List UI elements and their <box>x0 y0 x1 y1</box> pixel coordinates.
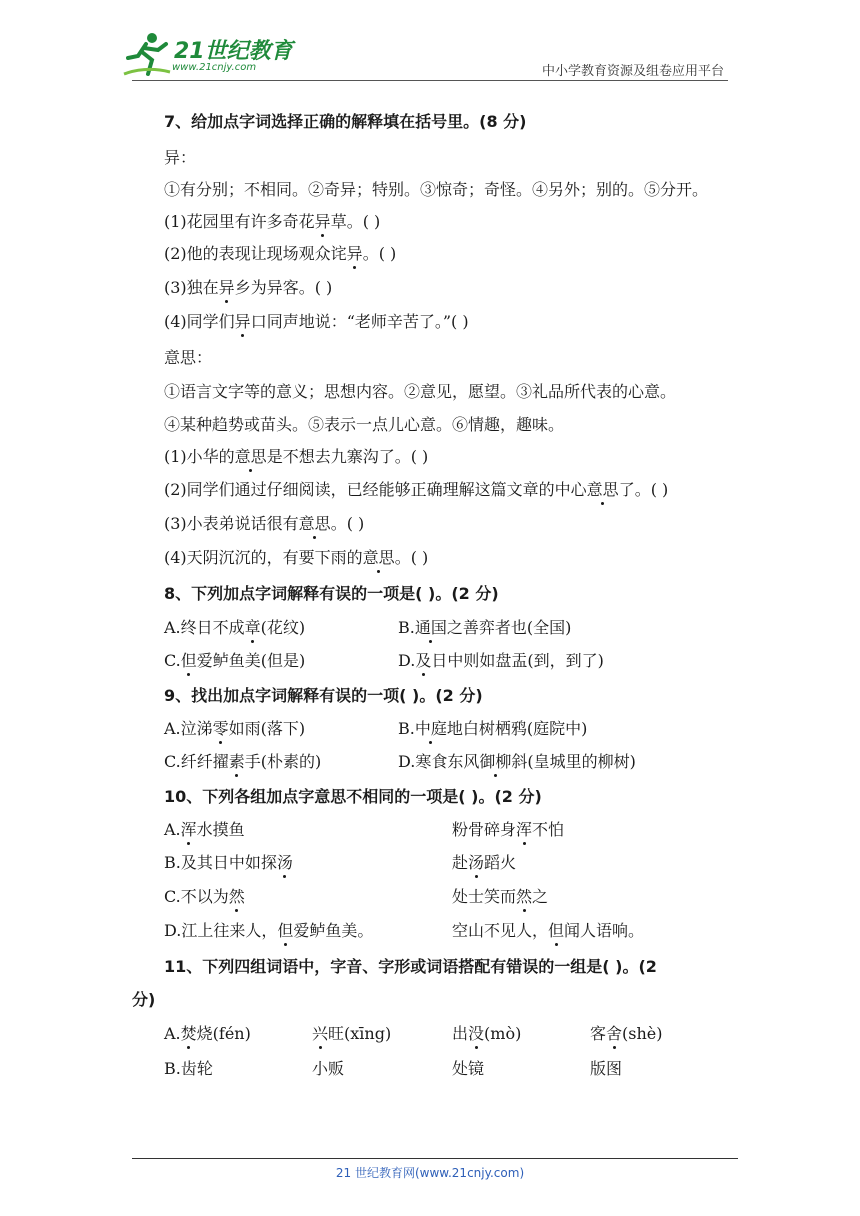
site-logo <box>122 30 292 82</box>
dotted-char: 中庭 <box>414 719 447 738</box>
q7-ys-label: 意思： <box>164 348 213 367</box>
q8-row-2 <box>164 651 604 671</box>
text-fragment: 爱鲈鱼美。 <box>293 921 374 940</box>
text-fragment: (2)他的表现让现场观众诧 <box>164 244 347 263</box>
dotted-char: 章 <box>244 618 261 637</box>
text-fragment: 乡为异客。( ) <box>234 278 333 297</box>
q8-title: 8、下列加点字词解释有误的一项是( )。(2 分) <box>164 584 499 603</box>
dotted-char: 没 <box>468 1024 485 1043</box>
text-fragment <box>452 921 644 941</box>
dotted-char: 异 <box>346 244 363 263</box>
q7-ys-item-4 <box>164 548 428 568</box>
text-fragment: (3)小表弟说话很有 <box>164 514 299 533</box>
dotted-char: 但 <box>180 651 197 670</box>
q7-yi-definitions: ①有分别；不相同。②奇异；特别。③惊奇；奇怪。④另外；别的。⑤分开。 <box>164 180 709 199</box>
text-fragment: A. <box>164 1024 181 1043</box>
text-fragment: 。( ) <box>330 514 365 533</box>
text-fragment: 空山不见人， <box>452 921 549 940</box>
page-footer: 21 世纪教育网(www.21cnjy.com) <box>335 1166 525 1180</box>
text-fragment <box>452 1024 521 1044</box>
q10-row-b <box>164 853 517 873</box>
dotted-char: 素 <box>228 752 245 771</box>
text-fragment: A. <box>164 820 181 839</box>
text-fragment: 之 <box>532 887 549 906</box>
dotted-char: 焚 <box>180 1024 197 1043</box>
text-fragment: 处士笑而 <box>452 887 517 906</box>
footer-divider <box>132 1158 738 1159</box>
header-divider <box>132 80 728 81</box>
q9-option-b <box>398 719 587 739</box>
text-fragment: 。( ) <box>394 548 429 567</box>
text-fragment: (4)天阴沉沉的，有要下雨的 <box>164 548 363 567</box>
text-fragment <box>312 1024 391 1044</box>
text-fragment <box>590 1024 663 1044</box>
dotted-char: 异 <box>314 212 331 231</box>
dotted-char: 然 <box>228 887 245 906</box>
text-fragment: (1)花园里有许多奇花 <box>164 212 315 231</box>
q7-yi-label: 异： <box>164 148 197 167</box>
q11-title-line-2: 分) <box>132 990 156 1009</box>
text-fragment: 出 <box>452 1024 469 1043</box>
q7-yi-item-2 <box>164 244 396 264</box>
text-fragment: (mò) <box>484 1024 522 1043</box>
text-fragment: (4)同学们 <box>164 312 235 331</box>
q10-title: 10、下列各组加点字意思不相同的一项是( )。(2 分) <box>164 787 542 806</box>
text-fragment: A.泣涕 <box>164 719 213 738</box>
q9-option-a <box>164 719 305 738</box>
text-fragment: (1)小华的 <box>164 447 235 466</box>
dotted-char: 御柳 <box>479 752 512 771</box>
text-fragment: 闻人语响。 <box>564 921 645 940</box>
q9-option-c <box>164 752 321 771</box>
text-fragment: 旺(xīng) <box>328 1024 392 1043</box>
q10-row-d <box>164 921 645 941</box>
text-fragment: 赴 <box>452 853 469 872</box>
text-fragment: 小贩 <box>312 1059 345 1078</box>
text-fragment: 草。( ) <box>330 212 381 231</box>
q8-option-c <box>164 651 305 670</box>
text-fragment: 。( ) <box>362 244 397 263</box>
text-fragment <box>164 853 293 872</box>
q7-yi-item-4 <box>164 312 469 332</box>
text-fragment: B.齿轮 <box>164 1059 213 1078</box>
text-fragment: 如雨(落下) <box>228 719 306 738</box>
text-fragment: 烧(fén) <box>196 1024 251 1043</box>
dotted-char: 异 <box>218 278 235 297</box>
q7-ys-item-3 <box>164 514 364 534</box>
text-fragment: 爱鲈鱼美(但是) <box>196 651 306 670</box>
platform-name: 中小学教育资源及组卷应用平台 <box>541 64 724 79</box>
q10-row-c <box>164 887 549 907</box>
text-fragment: 客 <box>590 1024 607 1043</box>
q7-title: 7、给加点字词选择正确的解释填在括号里。(8 分) <box>164 112 527 131</box>
q8-option-b <box>398 618 571 638</box>
text-fragment: 是不想去九寨沟了。( ) <box>266 447 429 466</box>
text-fragment: 之善弈者也(全国) <box>446 618 572 637</box>
q11-row-b <box>164 1059 623 1079</box>
q11-row-a <box>164 1024 663 1044</box>
text-fragment: (2)同学们通过仔细阅读，已经能够正确理解这篇文章的中心 <box>164 480 587 499</box>
text-fragment <box>164 887 245 906</box>
q7-ys-definitions-2: ④某种趋势或苗头。⑤表示一点儿心意。⑥情趣，趣味。 <box>164 415 565 434</box>
dotted-char: 但 <box>548 921 565 940</box>
text-fragment: 斜(皇城里的柳树) <box>511 752 636 771</box>
text-fragment: 粉骨碎身 <box>452 820 517 839</box>
text-fragment: (3)独在 <box>164 278 219 297</box>
dotted-char: 及 <box>415 651 432 670</box>
dotted-char: 浑 <box>516 820 533 839</box>
text-fragment: D.江上往来人， <box>164 921 278 940</box>
dotted-char: 意思 <box>362 548 395 567</box>
dotted-char: 但 <box>277 921 294 940</box>
dotted-char: 汤 <box>468 853 485 872</box>
dotted-char: 通国 <box>414 618 447 637</box>
text-fragment: 日中则如盘盂(到，到了) <box>431 651 604 670</box>
q9-title: 9、找出加点字词解释有误的一项( )。(2 分) <box>164 686 483 705</box>
dotted-char: 舍 <box>606 1024 623 1043</box>
text-fragment: 版图 <box>590 1059 623 1078</box>
q9-option-d <box>398 752 636 772</box>
q8-option-a <box>164 618 305 637</box>
logo-url: www.21cnjy.com <box>172 62 257 73</box>
q8-option-d <box>398 651 604 671</box>
q9-row-2 <box>164 752 636 772</box>
text-fragment: D. <box>398 651 416 670</box>
text-fragment: C. <box>164 651 181 670</box>
text-fragment: C.不以为 <box>164 887 229 906</box>
q10-row-a <box>164 820 565 840</box>
text-fragment: C.纤纤擢 <box>164 752 229 771</box>
dotted-char: 兴 <box>312 1024 329 1043</box>
text-fragment <box>164 820 245 839</box>
runner-logo-icon <box>122 30 172 78</box>
text-fragment: 不怕 <box>532 820 565 839</box>
text-fragment: 水摸鱼 <box>196 820 245 839</box>
text-fragment: B. <box>398 618 415 637</box>
dotted-char: 意思 <box>234 447 267 466</box>
q9-row-1 <box>164 719 588 739</box>
text-fragment: 手(朴素的) <box>244 752 322 771</box>
text-fragment: 地白树栖鸦(庭院中) <box>446 719 588 738</box>
text-fragment <box>452 853 516 873</box>
q8-row-1 <box>164 618 572 638</box>
q7-ys-definitions-1: ①语言文字等的意义；思想内容。②意见，愿望。③礼品所代表的心意。 <box>164 382 677 401</box>
text-fragment: A.终日不成 <box>164 618 245 637</box>
q7-ys-item-1 <box>164 447 428 467</box>
text-fragment: B.及其日中如探 <box>164 853 277 872</box>
text-fragment: B. <box>398 719 415 738</box>
text-fragment: 了。( ) <box>618 480 669 499</box>
page-header <box>0 0 860 90</box>
text-fragment: 蹈火 <box>484 853 517 872</box>
dotted-char: 异 <box>234 312 251 331</box>
dotted-char: 零 <box>212 719 229 738</box>
text-fragment: (花纹) <box>260 618 306 637</box>
text-fragment <box>164 1024 251 1043</box>
text-fragment: 口同声地说：“老师辛苦了。”( ) <box>250 312 469 331</box>
text-fragment: (shè) <box>622 1024 663 1043</box>
q7-yi-item-3 <box>164 278 332 298</box>
text-fragment: D.寒食东风 <box>398 752 480 771</box>
text-fragment <box>164 921 373 940</box>
q7-yi-item-1 <box>164 212 380 232</box>
dotted-char: 意思 <box>298 514 331 533</box>
logo-text: 21世纪教育 <box>174 39 293 64</box>
text-fragment <box>452 887 548 907</box>
q7-ys-item-2 <box>164 480 668 500</box>
dotted-char: 意思 <box>586 480 619 499</box>
q11-title-line-1: 11、下列四组词语中，字音、字形或词语搭配有错误的一组是( )。(2 <box>164 957 657 976</box>
dotted-char: 汤 <box>276 853 293 872</box>
text-fragment: 处镜 <box>452 1059 485 1078</box>
text-fragment <box>452 820 564 840</box>
dotted-char: 浑 <box>180 820 197 839</box>
dotted-char: 然 <box>516 887 533 906</box>
